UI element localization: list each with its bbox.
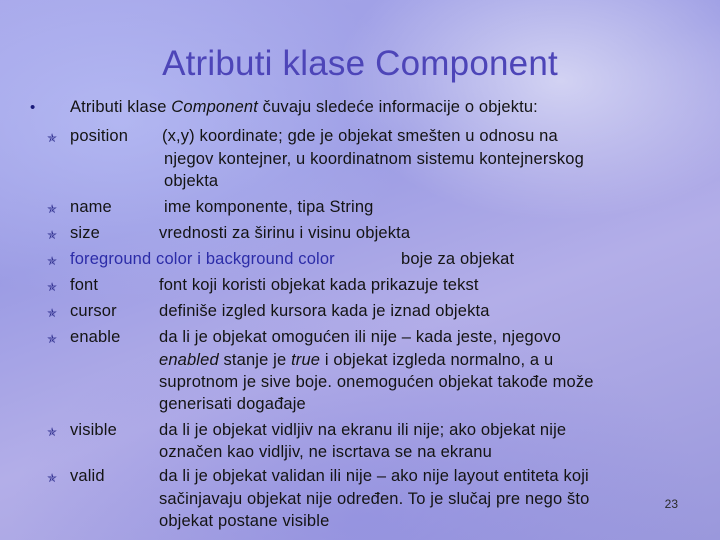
- intro-pre: Atributi klase: [70, 98, 172, 116]
- term-size: size: [70, 224, 100, 242]
- term-enable: enable: [70, 328, 121, 346]
- desc-visible-line2: označen kao vidljiv, ne iscrtava se na ekranu: [159, 443, 492, 461]
- star-bullet-icon: ✯: [47, 332, 58, 346]
- desc-visible-line1: da li je objekat vidljiv na ekranu ili nije; ako objekat nije: [159, 421, 567, 439]
- enable-post: i objekat izgleda normalno, a u: [320, 351, 554, 369]
- intro-post: čuvaju sledeće informacije o objektu:: [257, 98, 538, 116]
- star-bullet-icon: ✯: [47, 202, 58, 216]
- desc-valid-line3: objekat postane visible: [159, 512, 330, 530]
- enabled-word: enabled: [159, 351, 219, 369]
- star-bullet-icon: ✯: [47, 306, 58, 320]
- star-bullet-icon: ✯: [47, 471, 58, 485]
- desc-enable-line3: suprotnom je sive boje. onemogućen objekat takođe može: [159, 373, 594, 391]
- desc-font: font koji koristi objekat kada prikazuje tekst: [159, 276, 479, 294]
- star-bullet-icon: ✯: [47, 254, 58, 268]
- star-bullet-icon: ✯: [47, 228, 58, 242]
- page-number: 23: [664, 497, 678, 511]
- desc-position-line2: njegov kontejner, u koordinatnom sistemu kontejnerskog: [164, 150, 584, 168]
- star-bullet-icon: ✯: [47, 425, 58, 439]
- desc-position-line3: objekta: [164, 172, 219, 190]
- desc-size: vrednosti za širinu i visinu objekta: [159, 224, 411, 242]
- bullet-dot-icon: •: [30, 99, 36, 116]
- term-visible: visible: [70, 421, 117, 439]
- term-position: position: [70, 127, 129, 145]
- desc-cursor: definiše izgled kursora kada je iznad objekta: [159, 302, 490, 320]
- desc-position-line1: (x,y) koordinate; gde je objekat smešten u odnosu na: [162, 127, 558, 145]
- desc-enable-line2: [159, 351, 553, 370]
- term-valid: valid: [70, 467, 105, 485]
- desc-valid-line1: da li je objekat validan ili nije – ako nije layout entiteta koji: [159, 467, 589, 485]
- term-cursor: cursor: [70, 302, 117, 320]
- desc-enable-line4: generisati događaje: [159, 395, 306, 413]
- term-name: name: [70, 198, 112, 216]
- star-bullet-icon: ✯: [47, 280, 58, 294]
- enable-mid: stanje je: [218, 351, 292, 369]
- slide-title: Atributi klase Component: [162, 44, 558, 83]
- desc-name: ime komponente, tipa String: [164, 198, 374, 216]
- desc-valid-line2: sačinjavaju objekat nije određen. To je slučaj pre nego što: [159, 490, 590, 508]
- intro-text: [70, 98, 538, 117]
- true-word: true: [291, 351, 321, 369]
- term-colors: foreground color i background color: [70, 250, 335, 268]
- intro-class-name: Component: [171, 98, 258, 116]
- star-bullet-icon: ✯: [47, 131, 58, 145]
- term-font: font: [70, 276, 99, 294]
- desc-enable-line1: da li je objekat omogućen ili nije – kada jeste, njegovo: [159, 328, 561, 346]
- desc-colors: boje za objekat: [401, 250, 515, 268]
